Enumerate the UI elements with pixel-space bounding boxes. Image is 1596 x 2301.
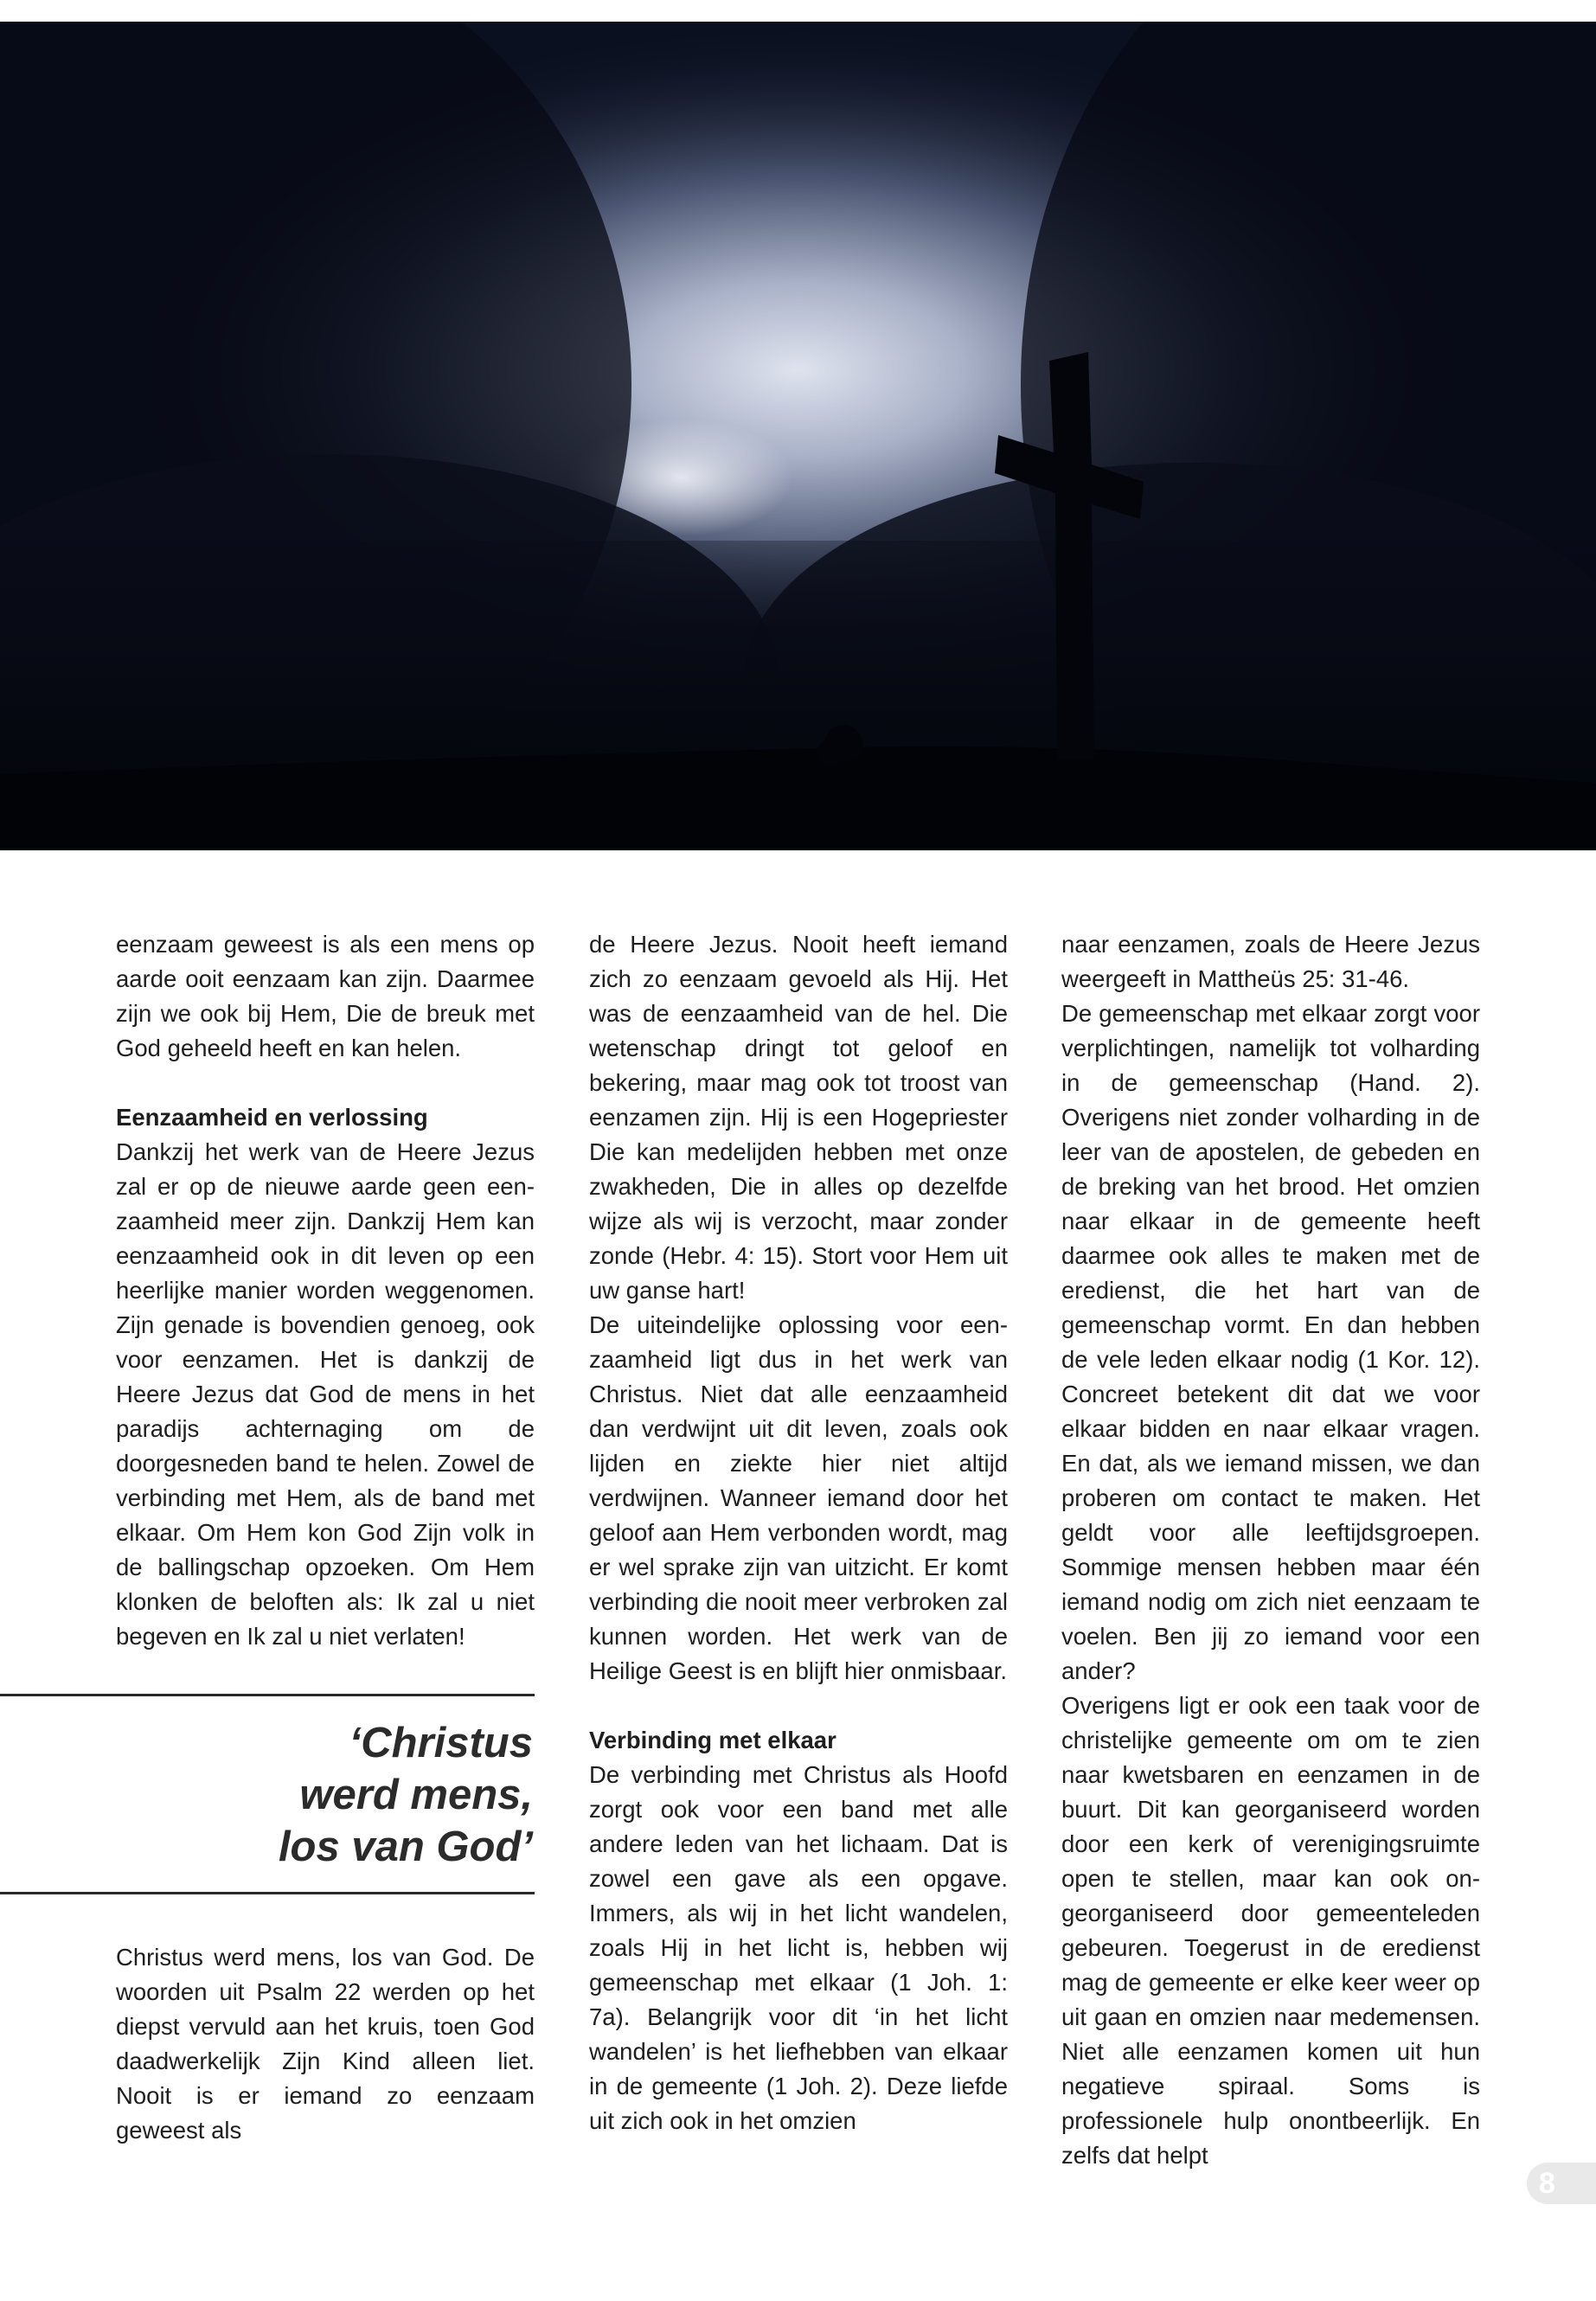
cross-silhouette-icon — [0, 22, 1596, 850]
heading-verbinding-met-elkaar: Verbinding met elkaar — [589, 1727, 836, 1753]
col2-paragraph-1: de Heere Jezus. Nooit heeft iemand zich zo eenzaam gevoeld als Hij. Het was de eenzaamheid van de hel. Die wetenschap dringt tot geloof en bekering, maar mag ook tot troost van eenzamen zijn. Hij is een Hogepriester Die kan medelijden hebben met onze zwakheden, Die in alles op dezelfde wijze als wij is verzocht, maar zonder zonde (Hebr. 4: 15). Stort voor Hem uit uw ganse hart! — [589, 931, 1008, 1304]
heading-eenzaamheid-en-verlossing: Eenzaamheid en verlossing — [116, 1104, 428, 1131]
column-1-continued — [116, 1940, 535, 2148]
column-1 — [116, 927, 535, 1654]
col3-paragraph-3: Overigens ligt er ook een taak voor de christelijke gemeente om om te zien naar kwetsbaren en eenzamen in de buurt. Dit kan georganiseerd worden door een kerk of verenigingsruimte open te stellen, maar kan ook on-georganiseerd door gemeenteleden gebeuren. Toegerust in de eredienst mag de gemeente er elke keer weer op uit gaan en omzien naar medemensen. Niet alle eenzamen komen uit hun negatieve spiraal. Soms is professionele hulp onontbeerlijk. En zelfs dat helpt — [1061, 1692, 1480, 2169]
col3-paragraph-1: naar eenzamen, zoals de Heere Jezus weergeeft in Mattheüs 25: 31-46. — [1061, 931, 1480, 992]
pull-quote-line-1: ‘Christus — [349, 1720, 533, 1766]
column-2 — [589, 927, 1008, 2138]
col1-paragraph-3: Christus werd mens, los van God. De woorden uit Psalm 22 werden op het diepst vervuld aan het kruis, toen God daadwerkelijk Zijn Kind alleen liet. Nooit is er iemand zo eenzaam geweest als — [116, 1944, 535, 2144]
col1-paragraph-2: Dankzij het werk van de Heere Jezus zal er op de nieuwe aarde geen een-zaamheid meer zijn. Dankzij Hem kan eenzaamheid ook in dit leven op een heerlijke manier worden weggenomen. Zijn genade is bovendien genoeg, ook voor eenzamen. Het is dankzij de Heere Jezus dat God de mens in het paradijs achternaging om de doorgesneden band te helen. Zowel de verbinding met Hem, als de band met elkaar. Om Hem kon God Zijn volk in de ballingschap opzoeken. Om Hem klonken de beloften als: Ik zal u niet begeven en Ik zal u niet verlaten! — [116, 1138, 535, 1650]
pull-quote — [0, 1694, 535, 1894]
col2-paragraph-3: De verbinding met Christus als Hoofd zorgt ook voor een band met alle andere leden van het lichaam. Dat is zowel een gave als een opgave. Immers, als wij in het licht wandelen, zoals Hij in het licht is, hebben wij gemeenschap met elkaar (1 Joh. 1: 7a). Belangrijk voor dit ‘in het licht wandelen’ is het liefhebben van elkaar in de gemeente (1 Joh. 2). Deze liefde uit zich ook in het omzien — [589, 1761, 1008, 2134]
cross-silhouette-photo — [0, 22, 1596, 850]
col3-paragraph-2: De gemeenschap met elkaar zorgt voor verplichtingen, namelijk tot volharding in de gemeenschap (Hand. 2). Overigens niet zonder volharding in de leer van de apostelen, de gebeden en de breking van het brood. Het omzien naar elkaar in de gemeente heeft daarmee ook alles te maken met de eredienst, die het hart van de gemeenschap vormt. En dan hebben de vele leden elkaar nodig (1 Kor. 12). Concreet betekent dit dat we voor elkaar bidden en naar elkaar vragen. En dat, als we iemand missen, we dan proberen om contact te maken. Het geldt voor alle leeftijdsgroepen. Sommige mensen hebben maar één iemand nodig om zich niet eenzaam te voelen. Ben jij zo iemand voor een ander? — [1061, 1000, 1480, 1684]
col2-paragraph-2: De uiteindelijke oplossing voor een-zaamheid ligt dus in het werk van Christus. Niet dat alle eenzaamheid dan verdwijnt uit dit leven, zoals ook lijden en ziekte hier niet altijd verdwijnen. Wanneer iemand door het geloof aan Hem verbonden wordt, mag er wel sprake zijn van uitzicht. Er komt verbinding die nooit meer verbroken zal kunnen worden. Het werk van de Heilige Geest is en blijft hier onmisbaar. — [589, 1311, 1008, 1684]
column-3 — [1061, 927, 1480, 2173]
page-number: 8 — [1539, 2167, 1555, 2200]
page-number-tab — [1527, 2163, 1596, 2204]
col1-paragraph-1: eenzaam geweest is als een mens op aarde ooit eenzaam kan zijn. Daarmee zijn we ook bij Hem, Die de breuk met God geheeld heeft en kan helen. — [116, 931, 535, 1061]
pull-quote-line-3: los van God’ — [278, 1823, 533, 1870]
pull-quote-line-2: werd mens, — [299, 1772, 533, 1818]
